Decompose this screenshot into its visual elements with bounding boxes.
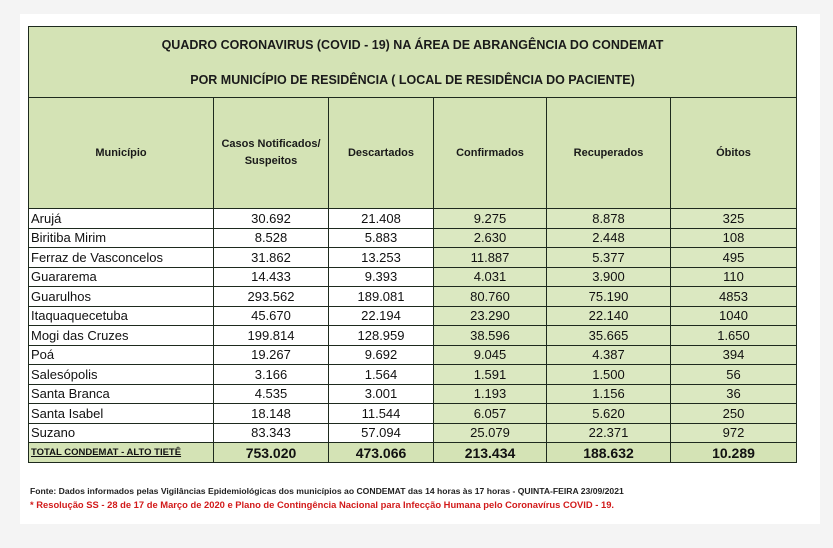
table-title-line2: POR MUNICÍPIO DE RESIDÊNCIA ( LOCAL DE RESIDÊNCIA DO PACIENTE) — [29, 62, 797, 98]
cell-confirmados: 4.031 — [434, 267, 547, 287]
source-note: Fonte: Dados informados pelas Vigilâncias Epidemiológicas dos municípios ao CONDEMAT das 14 horas às 17 horas - QUINTA-FEIRA 23/09/2021 — [30, 486, 624, 496]
cell-descartados: 22.194 — [329, 306, 434, 326]
table-row — [29, 345, 797, 365]
cell-municipio: Mogi das Cruzes — [29, 326, 214, 346]
table-row — [29, 306, 797, 326]
table-row — [29, 287, 797, 307]
cell-descartados: 5.883 — [329, 228, 434, 248]
cell-notificados: 3.166 — [214, 365, 329, 385]
cell-municipio: Suzano — [29, 423, 214, 443]
table-row — [29, 228, 797, 248]
total-obitos: 10.289 — [671, 443, 797, 463]
cell-notificados: 4.535 — [214, 384, 329, 404]
table-row — [29, 267, 797, 287]
table-row — [29, 365, 797, 385]
cell-notificados: 14.433 — [214, 267, 329, 287]
total-label: TOTAL CONDEMAT - ALTO TIETÊ — [29, 443, 214, 463]
cell-recuperados: 1.500 — [547, 365, 671, 385]
cell-notificados: 293.562 — [214, 287, 329, 307]
cell-confirmados: 9.275 — [434, 209, 547, 229]
cell-municipio: Ferraz de Vasconcelos — [29, 248, 214, 268]
cell-confirmados: 2.630 — [434, 228, 547, 248]
cell-confirmados: 38.596 — [434, 326, 547, 346]
cell-confirmados: 9.045 — [434, 345, 547, 365]
cell-municipio: Guarulhos — [29, 287, 214, 307]
cell-municipio: Poá — [29, 345, 214, 365]
cell-recuperados: 22.371 — [547, 423, 671, 443]
cell-notificados: 83.343 — [214, 423, 329, 443]
header-confirmados: Confirmados — [434, 98, 547, 209]
cell-obitos: 36 — [671, 384, 797, 404]
cell-notificados: 30.692 — [214, 209, 329, 229]
cell-recuperados: 22.140 — [547, 306, 671, 326]
cell-municipio: Itaquaquecetuba — [29, 306, 214, 326]
cell-obitos: 1040 — [671, 306, 797, 326]
resolution-note: * Resolução SS - 28 de 17 de Março de 2020 e Plano de Contingência Nacional para Infecção Humana pelo Coronavírus COVID - 19. — [30, 499, 615, 510]
header-notificados: Casos Notificados/ Suspeitos — [214, 98, 329, 209]
cell-obitos: 56 — [671, 365, 797, 385]
cell-recuperados: 3.900 — [547, 267, 671, 287]
cell-descartados: 3.001 — [329, 384, 434, 404]
total-descartados: 473.066 — [329, 443, 434, 463]
cell-descartados: 1.564 — [329, 365, 434, 385]
total-row — [29, 443, 797, 463]
cell-confirmados: 1.193 — [434, 384, 547, 404]
cell-obitos: 1.650 — [671, 326, 797, 346]
cell-confirmados: 11.887 — [434, 248, 547, 268]
table-row — [29, 404, 797, 424]
cell-recuperados: 8.878 — [547, 209, 671, 229]
cell-obitos: 325 — [671, 209, 797, 229]
cell-recuperados: 1.156 — [547, 384, 671, 404]
document-page — [20, 14, 820, 524]
total-notificados: 753.020 — [214, 443, 329, 463]
table-row — [29, 384, 797, 404]
footnotes — [30, 484, 810, 512]
cell-notificados: 18.148 — [214, 404, 329, 424]
cell-obitos: 4853 — [671, 287, 797, 307]
covid-table — [28, 26, 797, 463]
cell-municipio: Arujá — [29, 209, 214, 229]
covid-table-container — [28, 26, 796, 463]
cell-municipio: Guararema — [29, 267, 214, 287]
cell-descartados: 9.692 — [329, 345, 434, 365]
table-row — [29, 209, 797, 229]
cell-recuperados: 35.665 — [547, 326, 671, 346]
cell-confirmados: 25.079 — [434, 423, 547, 443]
cell-notificados: 19.267 — [214, 345, 329, 365]
cell-municipio: Santa Isabel — [29, 404, 214, 424]
cell-descartados: 21.408 — [329, 209, 434, 229]
cell-obitos: 108 — [671, 228, 797, 248]
table-title-line1: QUADRO CORONAVIRUS (COVID - 19) NA ÁREA DE ABRANGÊNCIA DO CONDEMAT — [29, 27, 797, 63]
cell-obitos: 972 — [671, 423, 797, 443]
cell-municipio: Biritiba Mirim — [29, 228, 214, 248]
cell-municipio: Santa Branca — [29, 384, 214, 404]
cell-notificados: 45.670 — [214, 306, 329, 326]
cell-confirmados: 23.290 — [434, 306, 547, 326]
cell-obitos: 394 — [671, 345, 797, 365]
table-row — [29, 326, 797, 346]
table-row — [29, 248, 797, 268]
cell-recuperados: 75.190 — [547, 287, 671, 307]
cell-descartados: 13.253 — [329, 248, 434, 268]
cell-notificados: 31.862 — [214, 248, 329, 268]
header-descartados: Descartados — [329, 98, 434, 209]
cell-municipio: Salesópolis — [29, 365, 214, 385]
cell-recuperados: 5.377 — [547, 248, 671, 268]
cell-confirmados: 1.591 — [434, 365, 547, 385]
header-recuperados: Recuperados — [547, 98, 671, 209]
cell-obitos: 250 — [671, 404, 797, 424]
cell-recuperados: 4.387 — [547, 345, 671, 365]
cell-obitos: 495 — [671, 248, 797, 268]
table-row — [29, 423, 797, 443]
cell-descartados: 57.094 — [329, 423, 434, 443]
total-recuperados: 188.632 — [547, 443, 671, 463]
cell-descartados: 9.393 — [329, 267, 434, 287]
cell-recuperados: 2.448 — [547, 228, 671, 248]
cell-descartados: 189.081 — [329, 287, 434, 307]
cell-descartados: 11.544 — [329, 404, 434, 424]
total-confirmados: 213.434 — [434, 443, 547, 463]
cell-confirmados: 80.760 — [434, 287, 547, 307]
cell-notificados: 199.814 — [214, 326, 329, 346]
header-municipio: Município — [29, 98, 214, 209]
header-obitos: Óbitos — [671, 98, 797, 209]
cell-recuperados: 5.620 — [547, 404, 671, 424]
cell-descartados: 128.959 — [329, 326, 434, 346]
cell-notificados: 8.528 — [214, 228, 329, 248]
cell-obitos: 110 — [671, 267, 797, 287]
cell-confirmados: 6.057 — [434, 404, 547, 424]
